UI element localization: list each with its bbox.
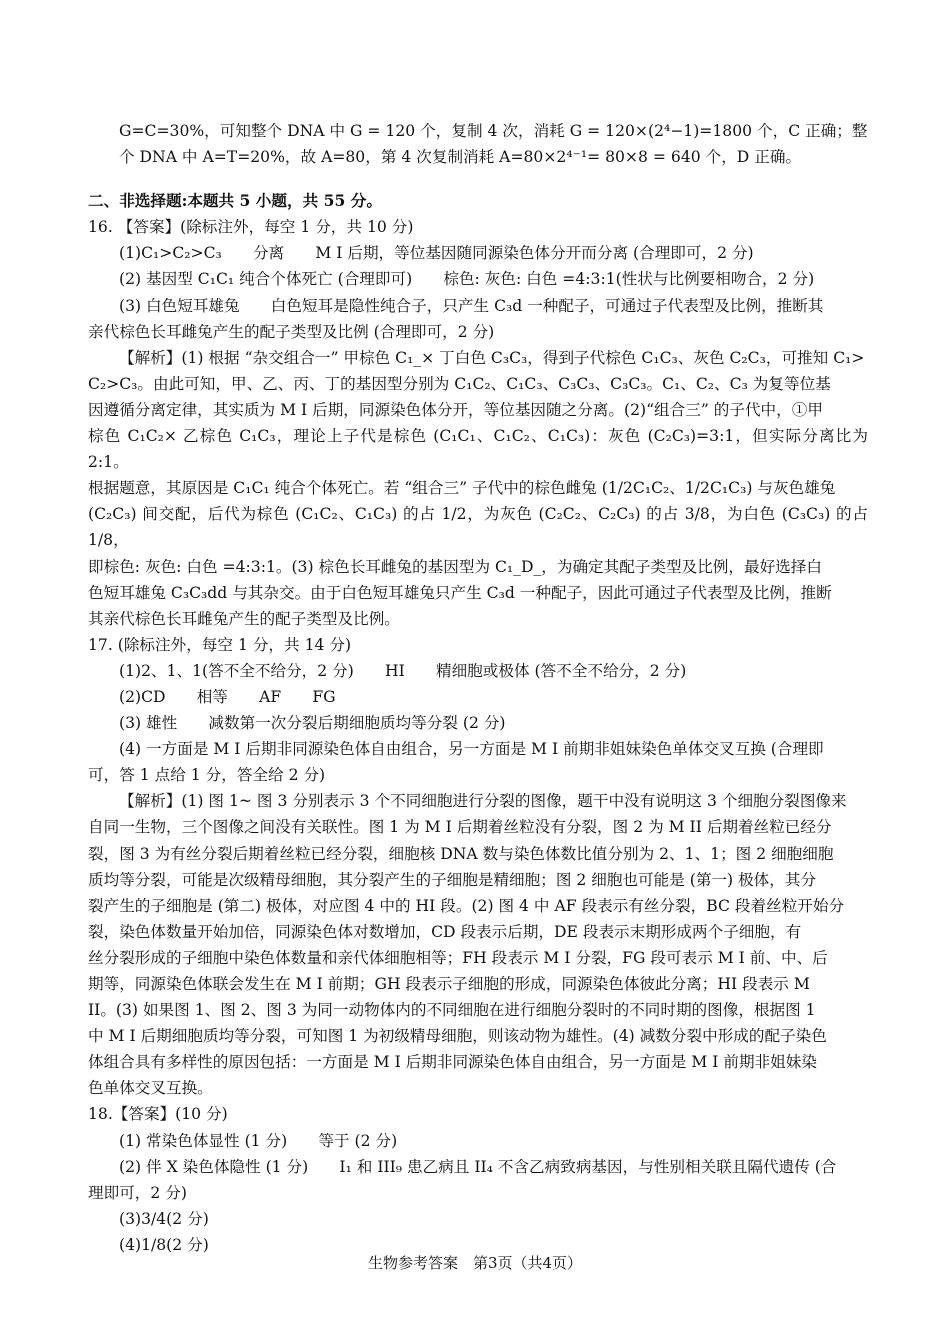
section-heading: 二、非选择题:本题共 5 小题，共 55 分。 <box>88 191 382 211</box>
text-line: (1)2、1、1(答不全不给分，2 分) HI 精细胞或极体 (答不全不给分，2 分) <box>119 661 687 680</box>
text-line: 16. 【答案】(除标注外，每空 1 分，共 10 分) <box>88 218 414 237</box>
text-line: 裂，图 3 为有丝分裂后期着丝粒已经分裂，细胞核 DNA 数与染色体数比值分别为 2、1、1；图 2 细胞细胞 <box>88 844 834 863</box>
text-line: 理即可，2 分) <box>88 1183 187 1202</box>
text-line: 18.【答案】(10 分) <box>88 1105 228 1124</box>
text-line: 裂，染色体数量开始加倍，同源染色体对数增加，CD 段表示后期，DE 段表示末期形成两个子细胞，有 <box>88 922 802 941</box>
text-line: 色短耳雄兔 C₃C₃dd 与其杂交。由于白色短耳雄兔只产生 C₃d 一种配子，因此可通过子代表型及比例，推断 <box>88 583 832 602</box>
text-line: 裂产生的子细胞是 (第二) 极体，对应图 4 中的 HI 段。(2) 图 4 中 AF 段表示有丝分裂，BC 段着丝粒开始分 <box>88 896 845 915</box>
text-line: 【解析】(1) 根据 “杂交组合一” 甲棕色 C₁_× 丁白色 C₃C₃，得到子代棕色 C₁C₃、灰色 C₂C₃，可推知 C₁> <box>119 348 865 367</box>
text-line: 期等，同源染色体联会发生在 M I 前期；GH 段表示子细胞的形成，同源染色体彼此分离；HI 段表示 M <box>88 975 810 993</box>
section-gap <box>88 170 868 188</box>
text-line: 棕色 C₁C₂× 乙棕色 C₁C₃，理论上子代是棕色 (C₁C₁、C₁C₂、C₁C₃)：灰色 (C₂C₃)=3:1，但实际分离比为 2:1。 <box>88 427 868 472</box>
text-line: (1) 常染色体显性 (1 分) 等于 (2 分) <box>119 1131 398 1150</box>
text-line: 因遵循分离定律，其实质为 M I 后期，同源染色体分开，等位基因随之分离。(2)“组合三” 的子代中，①甲 <box>88 400 823 419</box>
text-line: (4)1/8(2 分) <box>119 1235 209 1254</box>
answer-body <box>88 118 868 1258</box>
text-line: 中 M I 后期细胞质均等分裂，可知图 1 为初级精母细胞，则该动物为雄性。(4) 减数分裂中形成的配子染色 <box>88 1027 827 1046</box>
text-line: (2)CD 相等 AF FG <box>119 687 336 706</box>
text-line: II。(3) 如果图 1、图 2、图 3 为同一动物体内的不同细胞在进行细胞分裂时的不同时期的图像，根据图 1 <box>88 1001 816 1020</box>
text-line: 即棕色: 灰色: 白色 =4:3:1。(3) 棕色长耳雌兔的基因型为 C₁_D_，为确定其配子类型及比例，最好选择白 <box>88 557 822 576</box>
text-line: 可，答 1 点给 1 分，答全给 2 分) <box>88 766 326 785</box>
text-line: 自同一生物，三个图像之间没有关联性。图 1 为 M I 后期着丝粒没有分裂，图 2 为 M II 后期着丝粒已经分 <box>88 818 832 837</box>
text-line: (4) 一方面是 M I 后期非同源染色体自由组合，另一方面是 M I 前期非姐妹染色单体交叉互换 (合理即 <box>119 740 824 759</box>
text-line: (3) 白色短耳雄兔 白色短耳是隐性纯合子，只产生 C₃d 一种配子，可通过子代表型及比例，推断其 <box>119 296 824 315</box>
text-line: 【解析】(1) 图 1~ 图 3 分别表示 3 个不同细胞进行分裂的图像，题干中没有说明这 3 个细胞分裂图像来 <box>119 792 847 811</box>
text-line: 17. (除标注外，每空 1 分，共 14 分) <box>88 635 352 654</box>
text-line: 其亲代棕色长耳雌兔产生的配子类型及比例。 <box>88 609 400 628</box>
text-line: (2) 基因型 C₁C₁ 纯合个体死亡 (合理即可) 棕色: 灰色: 白色 =4:3:1(性状与比例要相吻合，2 分) <box>119 270 815 289</box>
text-line: 根据题意，其原因是 C₁C₁ 纯合个体死亡。若 “组合三” 子代中的棕色雌兔 (1/2C₁C₂、1/2C₁C₃) 与灰色雄兔 <box>88 479 836 498</box>
page-footer: 生物参考答案 第3页（共4页） <box>367 1254 583 1272</box>
text-line: (3)3/4(2 分) <box>119 1209 209 1228</box>
text-line: (C₂C₃) 间交配，后代为棕色 (C₁C₂、C₁C₃) 的占 1/2，为灰色 (C₂C₂、C₂C₃) 的占 3/8，为白色 (C₃C₃) 的占 1/8， <box>88 505 868 550</box>
text-line: 个 DNA 中 A=T=20%，故 A=80，第 4 次复制消耗 A=80×2⁴⁻¹= 80×8 = 640 个，D 正确。 <box>119 148 802 167</box>
text-line: (2) 伴 X 染色体隐性 (1 分) I₁ 和 III₉ 患乙病且 II₄ 不含乙病致病基因，与性别相关联且隔代遗传 (合 <box>119 1157 837 1176</box>
text-line: 亲代棕色长耳雌兔产生的配子类型及比例 (合理即可，2 分) <box>88 322 495 341</box>
text-line: 色单体交叉互换。 <box>88 1079 213 1098</box>
text-line: 丝分裂形成的子细胞中染色体数量和亲代体细胞相等；FH 段表示 M I 分裂，FG 段可表示 M I 前、中、后 <box>88 948 828 967</box>
text-line: (3) 雄性 减数第一次分裂后期细胞质均等分裂 (2 分) <box>119 714 506 733</box>
text-line: C₂>C₃。由此可知，甲、乙、丙、丁的基因型分别为 C₁C₂、C₁C₃、C₃C₃、C₃C₃。C₁、C₂、C₃ 为复等位基 <box>88 374 831 393</box>
text-line: 质均等分裂，可能是次级精母细胞，其分裂产生的子细胞是精细胞；图 2 细胞也可能是 (第一) 极体，其分 <box>88 870 817 889</box>
text-line: (1)C₁>C₂>C₃ 分离 M I 后期，等位基因随同源染色体分开而分离 (合理即可，2 分) <box>119 244 754 263</box>
text-line: 体组合具有多样性的原因包括：一方面是 M I 后期非同源染色体自由组合，另一方面是 M I 前期非姐妹染 <box>88 1053 817 1072</box>
text-line: G=C=30%，可知整个 DNA 中 G = 120 个，复制 4 次，消耗 G = 120×(2⁴−1)=1800 个，C 正确；整 <box>119 122 868 140</box>
